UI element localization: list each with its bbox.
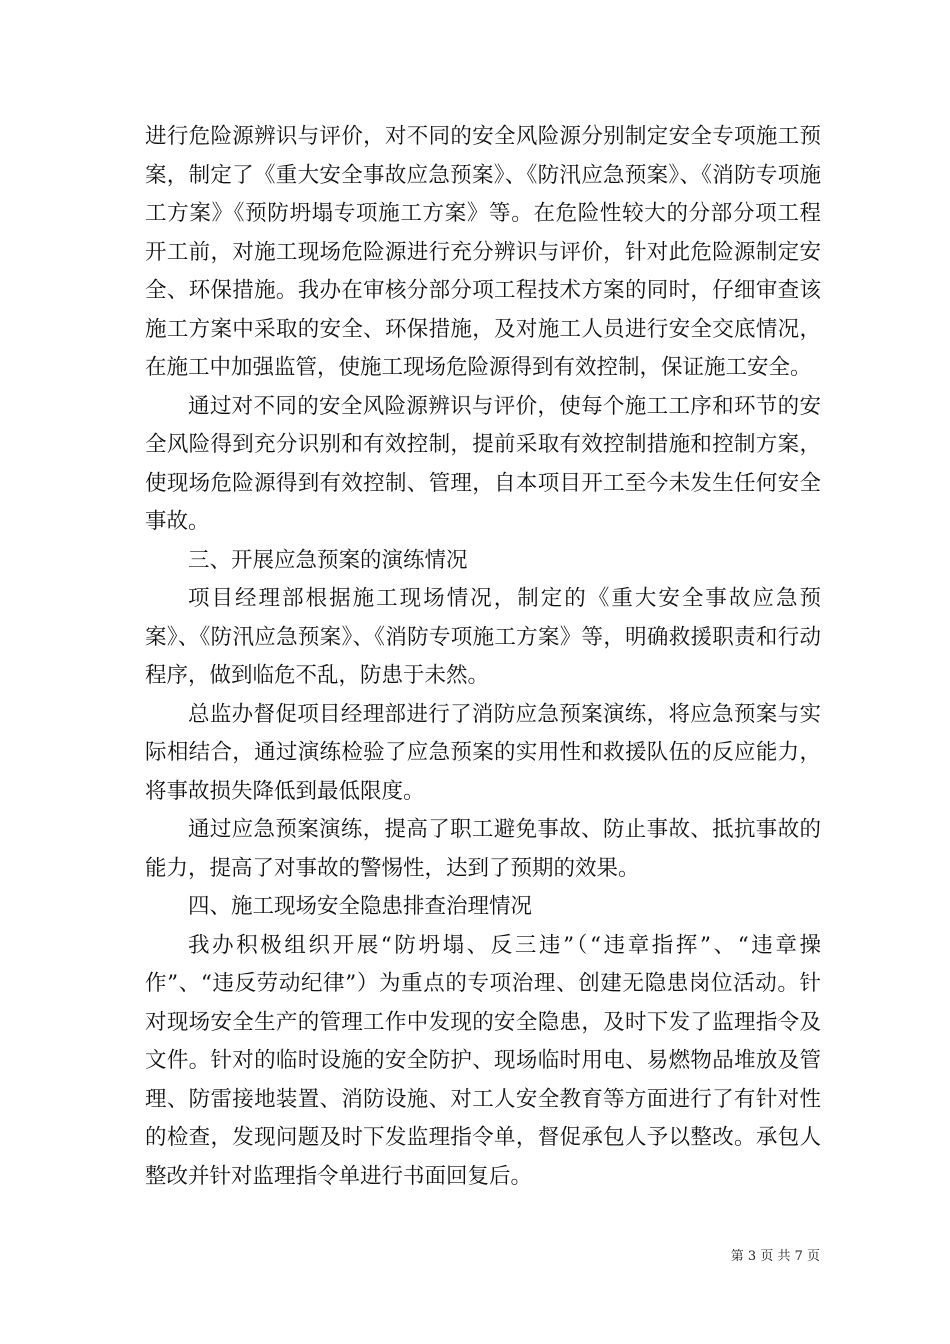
section-heading-hazard-inspection: 四、施工现场安全隐患排查治理情况 [188, 894, 533, 919]
page-number-footer: 第 3 页 共 7 页 [730, 1249, 820, 1264]
paragraph-special-rectification: 我办积极组织开展“防坍塌、反三违”（“违章指挥”、“违章操作”、“违反劳动纪律”）为重点的专项治理、创建无隐患岗位活动。针对现场安全生产的管理工作中发现的安全隐患，及时下发了监理指令及文件。针对的临时设施的安全防护、现场临时用电、易燃物品堆放及管理、防雷接地装置、消防设施、对工人安全教育等方面进行了有针对性的检查，发现问题及时下发监理指令单，督促承包人予以整改。承包人整改并针对监理指令单进行书面回复后。 [145, 932, 821, 1189]
document-body [145, 118, 821, 1196]
paragraph-hazard-identification: 进行危险源辨识与评价，对不同的安全风险源分别制定安全专项施工预案，制定了《重大安全事故应急预案》、《防汛应急预案》、《消防专项施工方案》《预防坍塌专项施工方案》等。在危险性较大的分部分项工程开工前，对施工现场危险源进行充分辨识与评价，针对此危险源制定安全、环保措施。我办在审核分部分项工程技术方案的同时，仔细审查该施工方案中采取的安全、环保措施，及对施工人员进行安全交底情况，在施工中加强监管，使施工现场危险源得到有效控制，保证施工安全。 [145, 124, 821, 380]
paragraph-risk-control-result: 通过对不同的安全风险源辨识与评价，使每个施工工序和环节的安全风险得到充分识别和有效控制，提前采取有效控制措施和控制方案，使现场危险源得到有效控制、管理，自本项目开工至今未发生任何安全事故。 [145, 393, 821, 534]
section-heading-emergency-drill: 三、开展应急预案的演练情况 [188, 547, 468, 573]
paragraph-drill-effect: 通过应急预案演练，提高了职工避免事故、防止事故、抵抗事故的能力，提高了对事故的警惕性，达到了预期的效果。 [145, 817, 821, 881]
paragraph-emergency-plans: 项目经理部根据施工现场情况，制定的《重大安全事故应急预案》、《防汛应急预案》、《消防专项施工方案》等，明确救援职责和行动程序，做到临危不乱，防患于未然。 [145, 586, 821, 688]
paragraph-fire-drill: 总监办督促项目经理部进行了消防应急预案演练，将应急预案与实际相结合，通过演练检验了应急预案的实用性和救援队伍的反应能力，将事故损失降低到最低限度。 [145, 701, 821, 804]
